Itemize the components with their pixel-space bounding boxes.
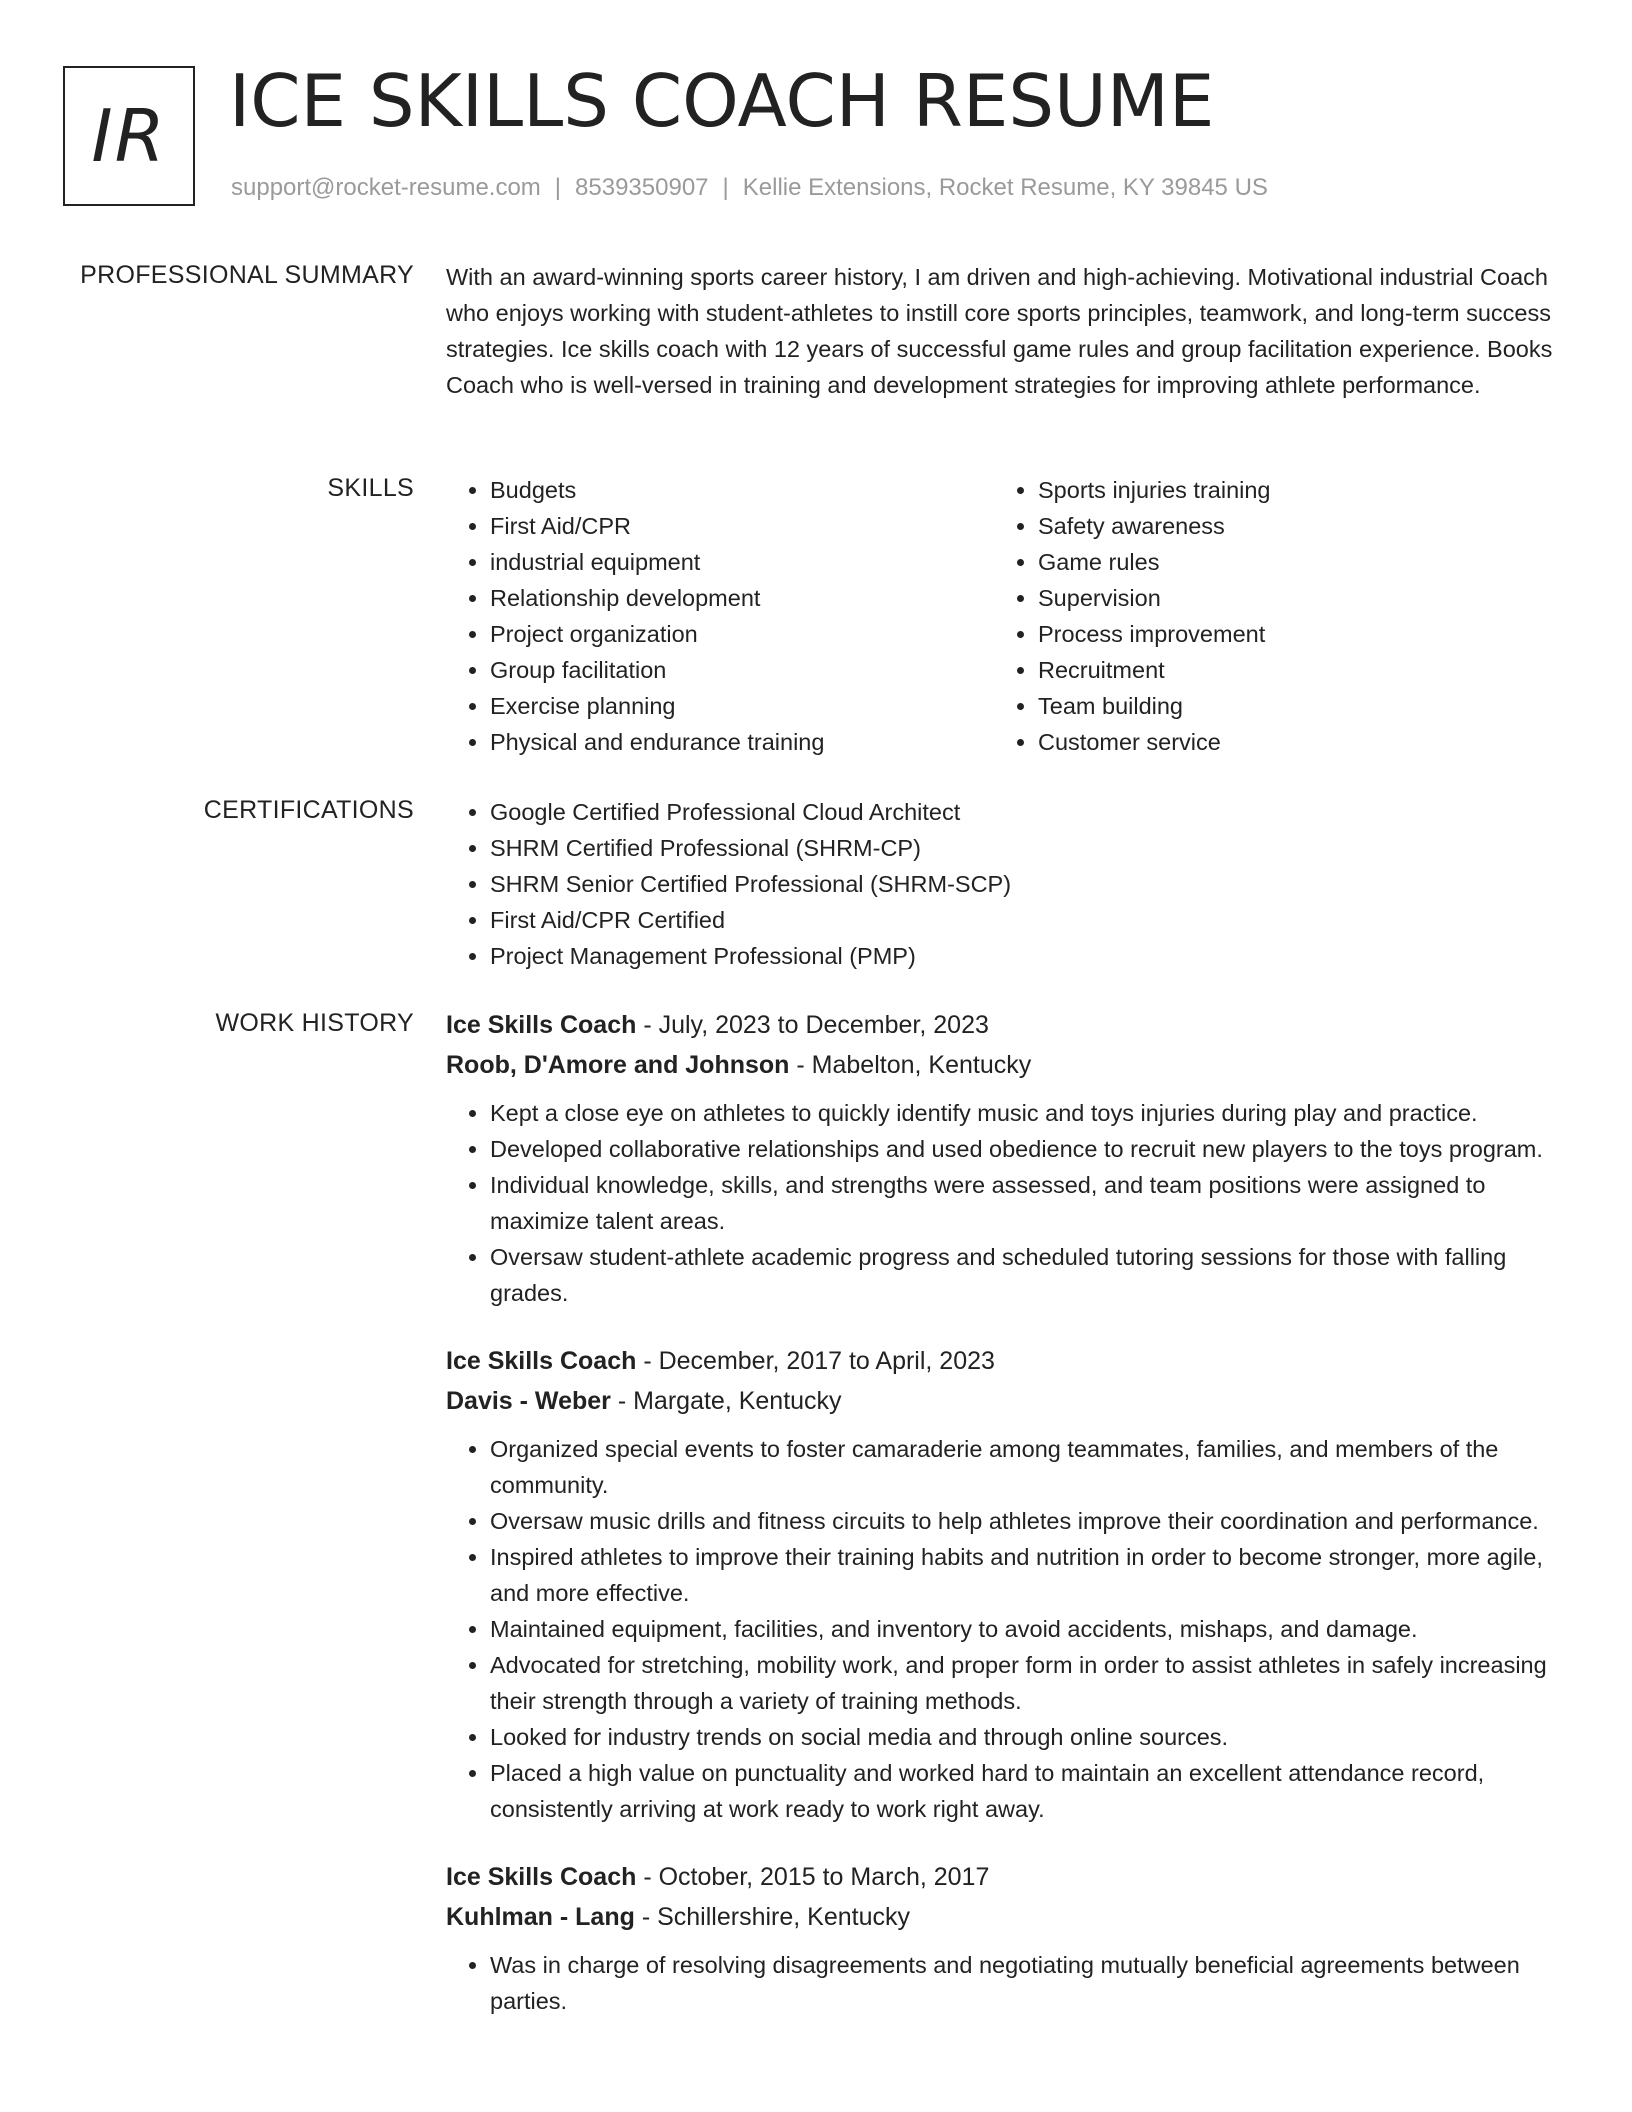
job-bullet: • Maintained equipment, facilities, and inventory to avoid accidents, mishaps, and damage. xyxy=(490,1611,1562,1647)
job-company: Kuhlman - Lang xyxy=(446,1903,635,1931)
job-entry xyxy=(446,1341,1562,1827)
skill-item: • Sports injuries training xyxy=(1038,472,1542,508)
skills-list-right xyxy=(994,472,1542,760)
job-bullet: • Oversaw music drills and fitness circuits to help athletes improve their coordination and performance. xyxy=(490,1503,1562,1539)
job-title: Ice Skills Coach xyxy=(446,1011,637,1039)
job-bullet: • Kept a close eye on athletes to quickly identify music and toys injuries during play and practice. xyxy=(490,1095,1562,1131)
summary-text: With an award-winning sports career history, I am driven and high-achieving. Motivational industrial Coach who enjoys working with student-athletes to instill core sports principles, teamwork, and long-term success strategies. Ice skills coach with 12 years of successful game rules and group facilitation experience. Books Coach who is well-versed in training and development strategies for improving athlete performance. xyxy=(446,264,1553,398)
certification-item: • SHRM Senior Certified Professional (SHRM-SCP) xyxy=(490,866,1562,902)
monogram-logo xyxy=(63,66,195,206)
job-bullet: • Organized special events to foster camaraderie among teammates, families, and members of the community. xyxy=(490,1431,1562,1503)
contact-separator: | xyxy=(722,174,729,201)
job-title: Ice Skills Coach xyxy=(446,1347,637,1375)
skill-item: • Budgets xyxy=(490,472,994,508)
certification-item: • SHRM Certified Professional (SHRM-CP) xyxy=(490,830,1562,866)
contact-phone: 8539350907 xyxy=(575,174,709,201)
skill-item: • First Aid/CPR xyxy=(490,508,994,544)
job-company-line xyxy=(446,1045,1562,1085)
job-bullet-list xyxy=(446,1947,1562,2019)
skill-item: • Recruitment xyxy=(1038,652,1542,688)
job-bullet: • Inspired athletes to improve their training habits and nutrition in order to become stronger, more agile, and more effective. xyxy=(490,1539,1562,1611)
job-bullet: • Individual knowledge, skills, and strengths were assessed, and team positions were assigned to maximize talent areas. xyxy=(490,1167,1562,1239)
certification-item: • First Aid/CPR Certified xyxy=(490,902,1562,938)
job-bullet-list xyxy=(446,1431,1562,1827)
job-title-line xyxy=(446,1005,1562,1045)
contact-line xyxy=(231,174,1268,202)
contact-address: Kellie Extensions, Rocket Resume, KY 39845 US xyxy=(742,174,1268,201)
skill-item: • Group facilitation xyxy=(490,652,994,688)
job-location: - Mabelton, Kentucky xyxy=(789,1051,1032,1079)
job-dates: - July, 2023 to December, 2023 xyxy=(636,1011,989,1039)
job-title-line xyxy=(446,1341,1562,1381)
skills-heading: SKILLS xyxy=(327,474,414,502)
job-company-line xyxy=(446,1381,1562,1421)
skills-body xyxy=(446,472,1562,760)
contact-email: support@rocket-resume.com xyxy=(231,174,541,201)
job-location: - Schillershire, Kentucky xyxy=(634,1903,910,1931)
skill-item: • Safety awareness xyxy=(1038,508,1542,544)
skill-item: • industrial equipment xyxy=(490,544,994,580)
skill-item: • Physical and endurance training xyxy=(490,724,994,760)
skill-item: • Process improvement xyxy=(1038,616,1542,652)
job-company-line xyxy=(446,1897,1562,1937)
job-bullet: • Oversaw student-athlete academic progress and scheduled tutoring sessions for those with falling grades. xyxy=(490,1239,1562,1311)
job-title-line xyxy=(446,1857,1562,1897)
job-bullet: • Looked for industry trends on social media and through online sources. xyxy=(490,1719,1562,1755)
certifications-list xyxy=(446,794,1562,974)
job-bullet: • Developed collaborative relationships and used obedience to recruit new players to the toys program. xyxy=(490,1131,1562,1167)
job-title: Ice Skills Coach xyxy=(446,1863,637,1891)
skill-item: • Project organization xyxy=(490,616,994,652)
job-bullet-list xyxy=(446,1095,1562,1311)
monogram-initials: IR xyxy=(91,94,167,178)
job-company: Roob, D'Amore and Johnson xyxy=(446,1051,790,1079)
certifications-body xyxy=(446,794,1562,974)
summary-heading: PROFESSIONAL SUMMARY xyxy=(80,261,414,289)
skill-item: • Game rules xyxy=(1038,544,1542,580)
job-bullet: • Placed a high value on punctuality and worked hard to maintain an excellent attendance record, consistently arriving at work ready to work right away. xyxy=(490,1755,1562,1827)
page-title: ICE SKILLS COACH RESUME xyxy=(229,59,1215,143)
certifications-heading: CERTIFICATIONS xyxy=(203,796,414,824)
job-company: Davis - Weber xyxy=(446,1387,611,1415)
skill-item: • Supervision xyxy=(1038,580,1542,616)
job-entry xyxy=(446,1005,1562,1311)
skills-list-left xyxy=(446,472,994,760)
skill-item: • Customer service xyxy=(1038,724,1542,760)
certification-item: • Google Certified Professional Cloud Architect xyxy=(490,794,1562,830)
job-dates: - October, 2015 to March, 2017 xyxy=(636,1863,990,1891)
job-bullet: • Advocated for stretching, mobility work, and proper form in order to assist athletes in safely increasing their strength through a variety of training methods. xyxy=(490,1647,1562,1719)
job-dates: - December, 2017 to April, 2023 xyxy=(636,1347,995,1375)
work-history-heading: WORK HISTORY xyxy=(215,1009,414,1037)
contact-separator: | xyxy=(554,174,562,201)
job-entry xyxy=(446,1857,1562,2019)
summary-body xyxy=(446,259,1562,403)
skill-item: • Relationship development xyxy=(490,580,994,616)
skill-item: • Team building xyxy=(1038,688,1542,724)
job-bullet: • Was in charge of resolving disagreements and negotiating mutually beneficial agreements between parties. xyxy=(490,1947,1562,2019)
job-location: - Margate, Kentucky xyxy=(610,1387,842,1415)
work-history-body xyxy=(446,1005,1562,2049)
skill-item: • Exercise planning xyxy=(490,688,994,724)
certification-item: • Project Management Professional (PMP) xyxy=(490,938,1562,974)
skills-grid xyxy=(446,472,1562,760)
